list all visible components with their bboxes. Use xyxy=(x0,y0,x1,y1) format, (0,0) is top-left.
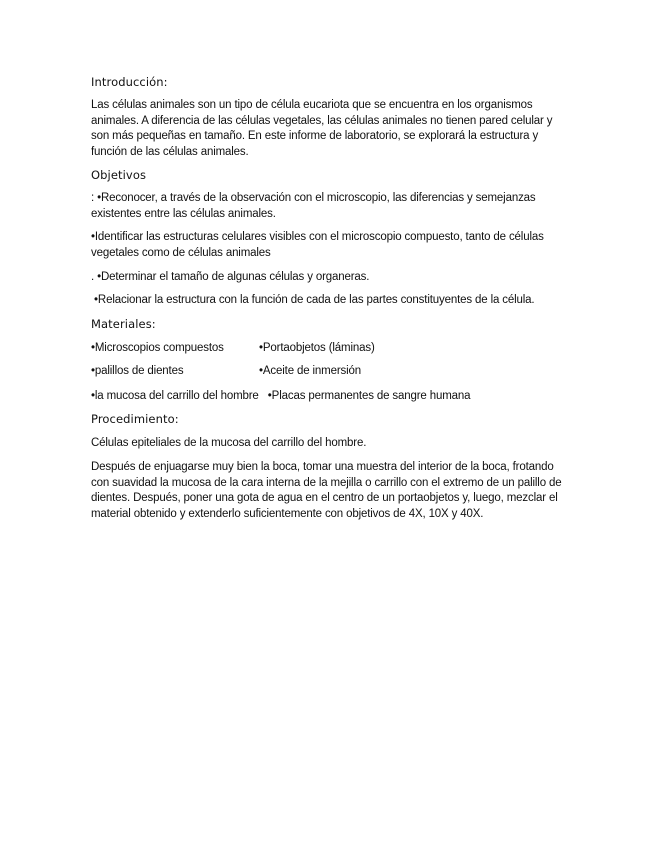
material-item: •Aceite de inmersión xyxy=(259,365,362,377)
procedure-subtitle: Células epiteliales de la mucosa del carrillo del hombre. xyxy=(91,437,367,449)
objective-item-4: •Relacionar la estructura con la función de cada de las partes constituyentes de la célula. xyxy=(91,294,535,306)
materials-heading: Materiales: xyxy=(91,317,156,331)
procedure-heading: Procedimiento: xyxy=(91,412,179,426)
intro-paragraph: Las células animales son un tipo de célula eucariota que se encuentra en los organismos animales. A diferencia de las células vegetales, las células animales no tienen pared celular y son más pequeñas en tamaño. En este informe de laboratorio, se explorará la estructura y función de las células animales. xyxy=(91,99,553,158)
objectives-heading: Objetivos xyxy=(91,168,147,182)
materials-row-3: •la mucosa del carrillo del hombre •Placas permanentes de sangre humana xyxy=(91,390,471,402)
procedure-paragraph: Después de enjuagarse muy bien la boca, tomar una muestra del interior de la boca, frotando con suavidad la mucosa de la cara interna de la mejilla o carrillo con el extremo de un palillo de dientes. Después, poner una gota de agua en el centro de un portaobjetos y, luego, mezclar el material obtenido y extenderlo suficientemente con objetivos de 4X, 10X y 40X. xyxy=(91,461,562,520)
material-item: •palillos de dientes xyxy=(91,365,184,377)
material-item: •Portaobjetos (láminas) xyxy=(259,342,375,354)
material-item: •Microscopios compuestos xyxy=(91,342,224,354)
materials-row-2 xyxy=(91,364,571,380)
materials-row-1 xyxy=(91,341,571,357)
objective-item-1: : •Reconocer, a través de la observación con el microscopio, las diferencias y semejanzas existentes entre las células animales. xyxy=(91,192,536,220)
intro-heading: Introducción: xyxy=(91,75,168,89)
objective-item-3: . •Determinar el tamaño de algunas células y organeras. xyxy=(91,271,370,283)
objective-item-2: •Identificar las estructuras celulares visibles con el microscopio compuesto, tanto de células vegetales como de células animales xyxy=(91,231,544,259)
